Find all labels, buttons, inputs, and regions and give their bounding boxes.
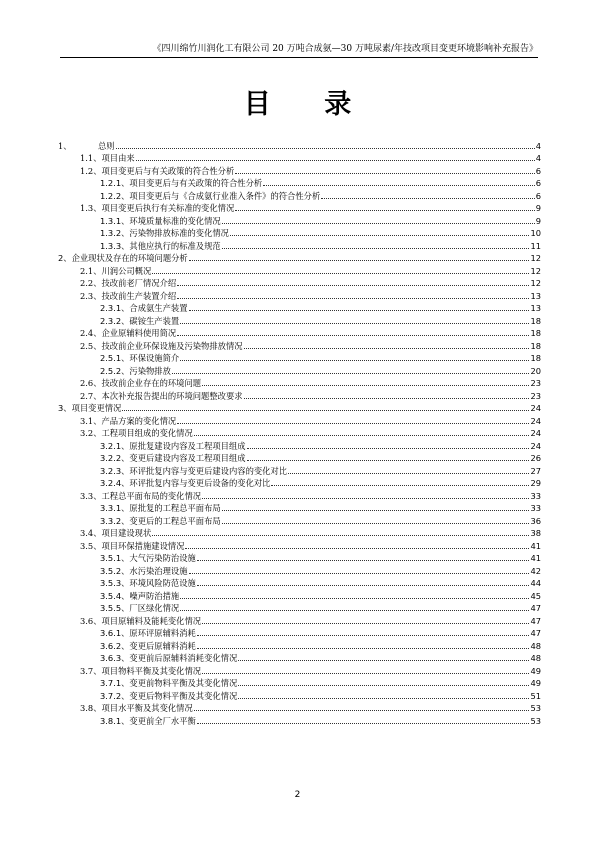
- toc-entry-text: 2.3.1、合成氨生产装置: [100, 303, 188, 313]
- toc-entry-page: 11: [530, 240, 541, 251]
- toc-entry[interactable]: [58, 139, 541, 152]
- dot-leader: [177, 298, 529, 299]
- toc-entry-text: 3.5、项目环保措施建设情况: [80, 540, 185, 551]
- toc-entry-label: [100, 365, 171, 377]
- dot-leader: [136, 160, 535, 161]
- toc-entry-label: [80, 202, 234, 214]
- toc-entry-page: 47: [530, 615, 541, 626]
- toc-entry-text: 2.3、技改前生产装置介绍: [80, 290, 177, 301]
- toc-entry[interactable]: [58, 577, 541, 590]
- dot-leader: [180, 360, 529, 361]
- toc-entry-text: 3.2.1、原批复建设内容及工程项目组成: [100, 440, 246, 451]
- dot-leader: [180, 598, 529, 599]
- toc-entry-page: 24: [530, 403, 541, 413]
- toc-entry[interactable]: [58, 602, 541, 615]
- toc-entry-text: 3.2.4、环评批复内容与变更后设备的变化对比: [100, 478, 271, 488]
- toc-entry-text: 1.2.2、项目变更后与《合成氨行业准入条件》的符合性分析: [100, 190, 321, 201]
- toc-entry[interactable]: [58, 327, 541, 340]
- toc-entry[interactable]: [58, 352, 541, 365]
- toc-entry-page: 18: [530, 353, 541, 363]
- toc-entry[interactable]: [58, 339, 541, 352]
- toc-entry-text: 3.5.4、噪声防治措施: [100, 590, 180, 601]
- toc-entry-label: [80, 390, 243, 402]
- table-of-contents: [58, 139, 541, 727]
- header-rule: [60, 57, 538, 58]
- toc-entry[interactable]: [58, 302, 541, 315]
- toc-entry-number: 1、: [58, 140, 72, 151]
- toc-entry-label: [80, 290, 176, 302]
- toc-entry-page: 26: [530, 453, 541, 463]
- toc-entry-page: 41: [530, 553, 541, 563]
- toc-entry-label: [100, 690, 237, 702]
- toc-entry-text: 2.1、川润公司概况: [80, 265, 152, 276]
- toc-entry-page: 27: [530, 465, 541, 476]
- toc-entry-page: 42: [530, 565, 541, 576]
- toc-entry-page: 6: [535, 178, 541, 188]
- toc-entry-page: 36: [530, 515, 541, 526]
- dot-leader: [321, 198, 534, 199]
- page-title: 目 录: [243, 89, 374, 120]
- toc-entry-label: [100, 190, 320, 202]
- toc-entry-label: [100, 452, 246, 464]
- toc-entry-page: 29: [530, 478, 541, 488]
- toc-entry-text: 3.7.2、变更后物料平衡及其变化情况: [100, 690, 238, 701]
- toc-entry-page: 53: [530, 715, 541, 726]
- toc-entry-label: [80, 490, 201, 502]
- toc-entry-label: [100, 240, 221, 252]
- toc-entry-text: 3.7.1、变更前物料平衡及其变化情况: [100, 678, 238, 688]
- toc-entry-label: [100, 465, 287, 477]
- toc-entry-label: [80, 615, 201, 627]
- toc-entry[interactable]: [58, 227, 541, 240]
- toc-entry-page: 24: [530, 415, 541, 426]
- toc-entry-page: 49: [530, 665, 541, 676]
- toc-entry-page: 45: [530, 590, 541, 601]
- dot-leader: [202, 623, 529, 624]
- toc-entry-page: 47: [530, 603, 541, 613]
- toc-entry-page: 10: [530, 228, 541, 238]
- dot-leader: [202, 385, 529, 386]
- toc-entry-text: 3.6.1、原环评原辅料消耗: [100, 628, 196, 638]
- toc-entry-label: [80, 277, 176, 289]
- toc-entry[interactable]: [58, 627, 541, 640]
- toc-entry-label: [80, 527, 151, 539]
- toc-entry[interactable]: [58, 552, 541, 565]
- toc-entry-text: 1.1、项目由来: [80, 153, 135, 163]
- toc-entry-page: 6: [535, 190, 541, 201]
- dot-leader: [238, 685, 529, 686]
- toc-entry-label: [100, 177, 262, 189]
- toc-entry-text: 3.5.1、大气污染防治设施: [100, 553, 196, 563]
- toc-entry-label: [80, 415, 176, 427]
- toc-entry[interactable]: [58, 389, 541, 402]
- dot-leader: [222, 523, 530, 524]
- toc-entry-text: 2、企业现状及存在的环境问题分析: [58, 253, 188, 263]
- toc-entry-page: 38: [530, 528, 541, 538]
- toc-entry-label: [80, 265, 151, 277]
- toc-entry-text: 3.2.3、环评批复内容与变更后建设内容的变化对比: [100, 465, 288, 476]
- dot-leader: [271, 485, 529, 486]
- toc-entry-text: 2.2、技改前老厂情况介绍: [80, 278, 177, 288]
- toc-entry-label: [58, 402, 121, 414]
- dot-leader: [177, 335, 529, 336]
- page-number: 2: [294, 790, 301, 800]
- toc-entry-page: 23: [530, 378, 541, 388]
- toc-entry[interactable]: [58, 589, 541, 602]
- toc-entry[interactable]: [58, 289, 541, 302]
- toc-entry-label: [100, 590, 179, 602]
- toc-entry-text: 1.3.1、环境质量标准的变化情况: [100, 215, 221, 226]
- toc-entry-label: [100, 215, 221, 227]
- toc-entry[interactable]: [58, 402, 541, 415]
- toc-entry-page: 48: [530, 640, 541, 651]
- toc-entry-text: 3.3、工程总平面布局的变化情况: [80, 490, 202, 501]
- toc-entry[interactable]: [58, 652, 541, 665]
- toc-entry-label: [100, 552, 196, 564]
- toc-entry-label: [58, 140, 115, 152]
- toc-entry-text: 3.6.3、变更前后原辅料消耗变化情况: [100, 653, 238, 663]
- toc-entry[interactable]: [58, 439, 541, 452]
- running-header: 《四川绵竹川润化工有限公司 20 万吨合成氨—30 万吨尿素/年技改项目变更环境影响补充报告》: [152, 44, 538, 54]
- toc-entry-label: [100, 315, 179, 327]
- dot-leader: [235, 210, 534, 211]
- toc-entry-text: 3.5.2、水污染治理设施: [100, 565, 188, 576]
- toc-entry-text: 1.3.3、其他应执行的标准及规范: [100, 240, 221, 251]
- toc-entry[interactable]: [58, 264, 541, 277]
- toc-entry-page: 51: [530, 690, 541, 701]
- toc-entry-text: 3.7、项目物料平衡及其变化情况: [80, 665, 202, 676]
- toc-entry[interactable]: [58, 214, 541, 227]
- toc-entry[interactable]: [58, 639, 541, 652]
- toc-entry-label: [100, 302, 188, 314]
- toc-entry[interactable]: [58, 202, 541, 215]
- toc-entry-page: 48: [530, 653, 541, 663]
- toc-entry-text: 3.6.2、变更后原辅料消耗: [100, 640, 196, 651]
- toc-entry-label: [100, 715, 196, 727]
- toc-entry[interactable]: [58, 377, 541, 390]
- toc-entry[interactable]: [58, 277, 541, 290]
- toc-entry-page: 12: [530, 265, 541, 276]
- toc-entry-page: 13: [530, 303, 541, 313]
- toc-entry-page: 18: [530, 315, 541, 326]
- toc-entry-text: 3.3.1、原批复的工程总平面布局: [100, 503, 221, 513]
- toc-entry[interactable]: [58, 539, 541, 552]
- toc-entry[interactable]: [58, 664, 541, 677]
- toc-entry[interactable]: [58, 464, 541, 477]
- toc-entry-text: 2.6、技改前企业存在的环境问题: [80, 378, 202, 388]
- dot-leader: [189, 260, 530, 261]
- toc-entry[interactable]: [58, 689, 541, 702]
- toc-entry-page: 18: [530, 328, 541, 338]
- toc-entry[interactable]: [58, 414, 541, 427]
- toc-entry-label: [100, 352, 179, 364]
- dot-leader: [235, 173, 534, 174]
- toc-entry[interactable]: [58, 364, 541, 377]
- dot-leader: [180, 323, 529, 324]
- toc-entry-text: 3.2.2、变更后建设内容及工程项目组成: [100, 453, 246, 463]
- dot-leader: [288, 473, 529, 474]
- toc-entry-text: 2.5.2、污染物排放: [100, 365, 171, 376]
- toc-entry-page: 13: [530, 290, 541, 301]
- toc-entry-page: 49: [530, 678, 541, 688]
- toc-entry-page: 4: [535, 140, 541, 151]
- dot-leader: [222, 510, 530, 511]
- toc-entry[interactable]: [58, 702, 541, 715]
- dot-leader: [238, 660, 529, 661]
- toc-entry-label: [80, 702, 193, 714]
- toc-entry[interactable]: [58, 427, 541, 440]
- toc-entry[interactable]: [58, 714, 541, 727]
- toc-entry-label: [100, 227, 229, 239]
- toc-entry-label: [100, 640, 196, 652]
- toc-entry-text: 3.8、项目水平衡及其变化情况: [80, 703, 193, 713]
- toc-entry-label: [80, 540, 184, 552]
- toc-entry-label: [100, 502, 221, 514]
- toc-entry-label: [80, 427, 193, 439]
- toc-entry-label: [80, 152, 135, 164]
- toc-entry-text: 2.4、企业原辅料使用简况: [80, 328, 177, 338]
- toc-entry-page: 23: [530, 390, 541, 401]
- toc-entry[interactable]: [58, 514, 541, 527]
- dot-leader: [197, 723, 530, 724]
- toc-entry-label: [100, 440, 246, 452]
- toc-entry-text: 1.3、项目变更后执行有关标准的变化情况: [80, 203, 235, 213]
- toc-entry-label: [80, 377, 201, 389]
- toc-entry-text: 3.8.1、变更前全厂水平衡: [100, 715, 196, 726]
- toc-entry-text: 3.4、项目建设现状: [80, 528, 152, 538]
- toc-entry-page: 4: [535, 153, 541, 163]
- dot-leader: [152, 535, 529, 536]
- toc-entry[interactable]: [58, 677, 541, 690]
- toc-entry[interactable]: [58, 564, 541, 577]
- dot-leader: [189, 573, 530, 574]
- toc-entry[interactable]: [58, 527, 541, 540]
- toc-entry[interactable]: [58, 477, 541, 490]
- toc-entry-page: 6: [535, 165, 541, 176]
- dot-leader: [263, 185, 535, 186]
- toc-entry-text: 1.2.1、项目变更后与有关政策的符合性分析: [100, 178, 263, 188]
- dot-leader: [177, 285, 529, 286]
- dot-leader: [197, 648, 530, 649]
- toc-entry[interactable]: [58, 189, 541, 202]
- dot-leader: [247, 448, 530, 449]
- dot-leader: [177, 423, 529, 424]
- toc-entry-label: [80, 665, 201, 677]
- dot-leader: [185, 548, 529, 549]
- toc-entry-label: [100, 677, 237, 689]
- toc-entry-label: [80, 165, 234, 177]
- toc-entry-page: 44: [530, 578, 541, 588]
- toc-entry-page: 41: [530, 540, 541, 551]
- toc-entry-page: 24: [530, 440, 541, 451]
- dot-leader: [238, 698, 529, 699]
- dot-leader: [152, 273, 529, 274]
- toc-entry-page: 33: [530, 503, 541, 513]
- dot-leader: [222, 248, 530, 249]
- toc-entry[interactable]: [58, 252, 541, 265]
- dot-leader: [222, 223, 535, 224]
- toc-entry-page: 20: [530, 365, 541, 376]
- toc-entry-label: [100, 627, 196, 639]
- dot-leader: [202, 673, 529, 674]
- dot-leader: [197, 560, 530, 561]
- toc-entry-page: 24: [530, 428, 541, 438]
- toc-entry-label: [100, 652, 237, 664]
- toc-entry-label: [80, 340, 243, 352]
- toc-entry-text: 3.2、工程项目组成的变化情况: [80, 428, 193, 438]
- dot-leader: [194, 710, 530, 711]
- toc-entry-page: 12: [530, 253, 541, 263]
- toc-entry[interactable]: [58, 489, 541, 502]
- toc-entry-page: 47: [530, 628, 541, 638]
- dot-leader: [244, 348, 530, 349]
- toc-entry-text: 3.3.2、变更后的工程总平面布局: [100, 515, 221, 526]
- dot-leader: [189, 310, 530, 311]
- toc-entry-text: 2.5.1、环保设施简介: [100, 353, 180, 363]
- toc-entry-label: [80, 327, 176, 339]
- toc-entry-text: 总则: [98, 140, 115, 151]
- toc-entry-label: [58, 252, 188, 264]
- dot-leader: [202, 498, 529, 499]
- toc-entry[interactable]: [58, 614, 541, 627]
- toc-entry[interactable]: [58, 314, 541, 327]
- toc-entry-page: 9: [535, 203, 541, 213]
- toc-entry-text: 2.5、技改前企业环保设施及污染物排放情况: [80, 340, 243, 351]
- dot-leader: [122, 410, 529, 411]
- toc-entry[interactable]: [58, 502, 541, 515]
- toc-entry[interactable]: [58, 452, 541, 465]
- toc-entry[interactable]: [58, 164, 541, 177]
- dot-leader: [247, 460, 530, 461]
- toc-entry-text: 3.1、产品方案的变化情况: [80, 415, 177, 426]
- toc-entry-text: 3.5.5、厂区绿化情况: [100, 603, 180, 613]
- toc-entry-text: 2.3.2、碳铵生产装置: [100, 315, 180, 326]
- dot-leader: [230, 235, 529, 236]
- dot-leader: [194, 435, 530, 436]
- toc-entry-text: 2.7、本次补充报告提出的环境问题整改要求: [80, 390, 243, 401]
- dot-leader: [244, 398, 530, 399]
- toc-entry-label: [100, 477, 270, 489]
- toc-entry-text: 1.2、项目变更后与有关政策的符合性分析: [80, 165, 235, 176]
- toc-entry-text: 1.3.2、污染物排放标准的变化情况: [100, 228, 229, 238]
- dot-leader: [197, 635, 530, 636]
- dot-leader: [116, 148, 535, 149]
- toc-entry-label: [100, 565, 188, 577]
- toc-entry-page: 53: [530, 703, 541, 713]
- toc-entry-label: [100, 515, 221, 527]
- toc-entry[interactable]: [58, 239, 541, 252]
- dot-leader: [172, 373, 530, 374]
- dot-leader: [180, 610, 529, 611]
- toc-entry-text: 3.5.3、环境风险防范设施: [100, 578, 196, 588]
- toc-entry-text: 3.6、项目原辅料及能耗变化情况: [80, 615, 202, 626]
- dot-leader: [197, 585, 530, 586]
- toc-entry-page: 33: [530, 490, 541, 501]
- toc-entry[interactable]: [58, 152, 541, 165]
- toc-entry-page: 9: [535, 215, 541, 226]
- toc-entry-label: [100, 577, 196, 589]
- toc-entry-text: 3、项目变更情况: [58, 403, 122, 413]
- toc-entry-page: 18: [530, 340, 541, 351]
- toc-entry-page: 12: [530, 278, 541, 288]
- toc-entry[interactable]: [58, 177, 541, 190]
- toc-entry-label: [100, 602, 179, 614]
